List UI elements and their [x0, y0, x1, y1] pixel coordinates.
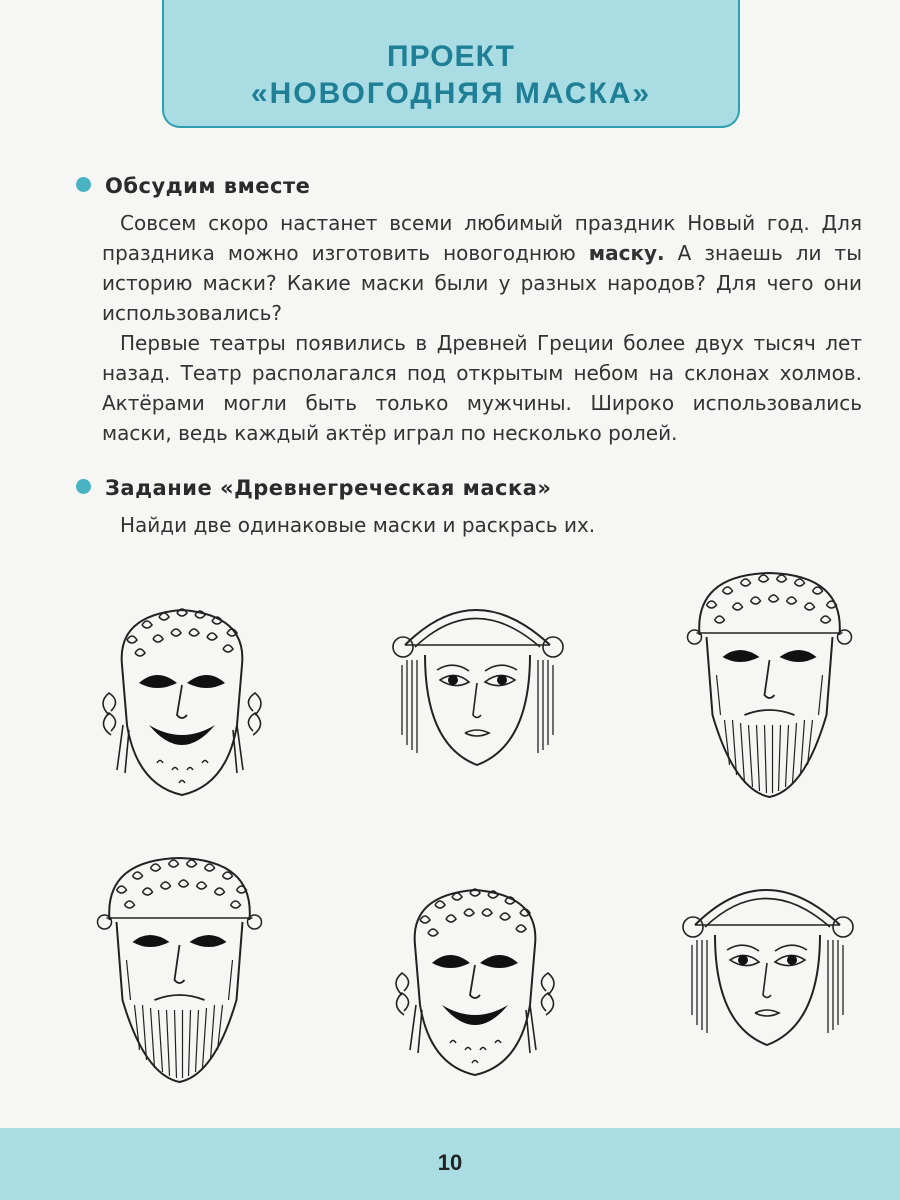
tragic-woman-mask-1[interactable] [385, 585, 575, 775]
paragraph-history: Первые театры появились в Древней Греции более двух тысяч лет назад. Театр располагался под открытым небом на склонах холмов. Актёрами могли быть только мужчины. Широко использовались маски, ведь каждый актёр играл по несколько ролей. [102, 331, 862, 445]
comedy-mask-2[interactable] [375, 875, 575, 1085]
task-instruction: Найди две одинаковые маски и раскрась их. [120, 513, 596, 537]
title-line-2: «НОВОГОДНЯЯ МАСКА» [250, 77, 652, 110]
page-number: 10 [437, 1150, 463, 1175]
heading-text: Обсудим вместе [105, 174, 311, 198]
bearded-mask-2[interactable] [82, 850, 277, 1090]
bearded-mask-1[interactable] [672, 565, 867, 805]
comedy-mask-1[interactable] [82, 595, 282, 805]
tragic-woman-mask-2[interactable] [675, 865, 865, 1055]
heading-text: Задание «Древнегреческая маска» [105, 476, 552, 500]
title-line-1: ПРОЕКТ [387, 40, 515, 73]
paragraph-intro: Совсем скоро настанет всеми любимый праздник Новый год. Для праздника можно изготовить новогоднюю маску. А знаешь ли ты историю маски? Какие маски были у разных народов? Для чего они использовались? [102, 211, 862, 325]
bold-word: маску. [588, 241, 665, 265]
